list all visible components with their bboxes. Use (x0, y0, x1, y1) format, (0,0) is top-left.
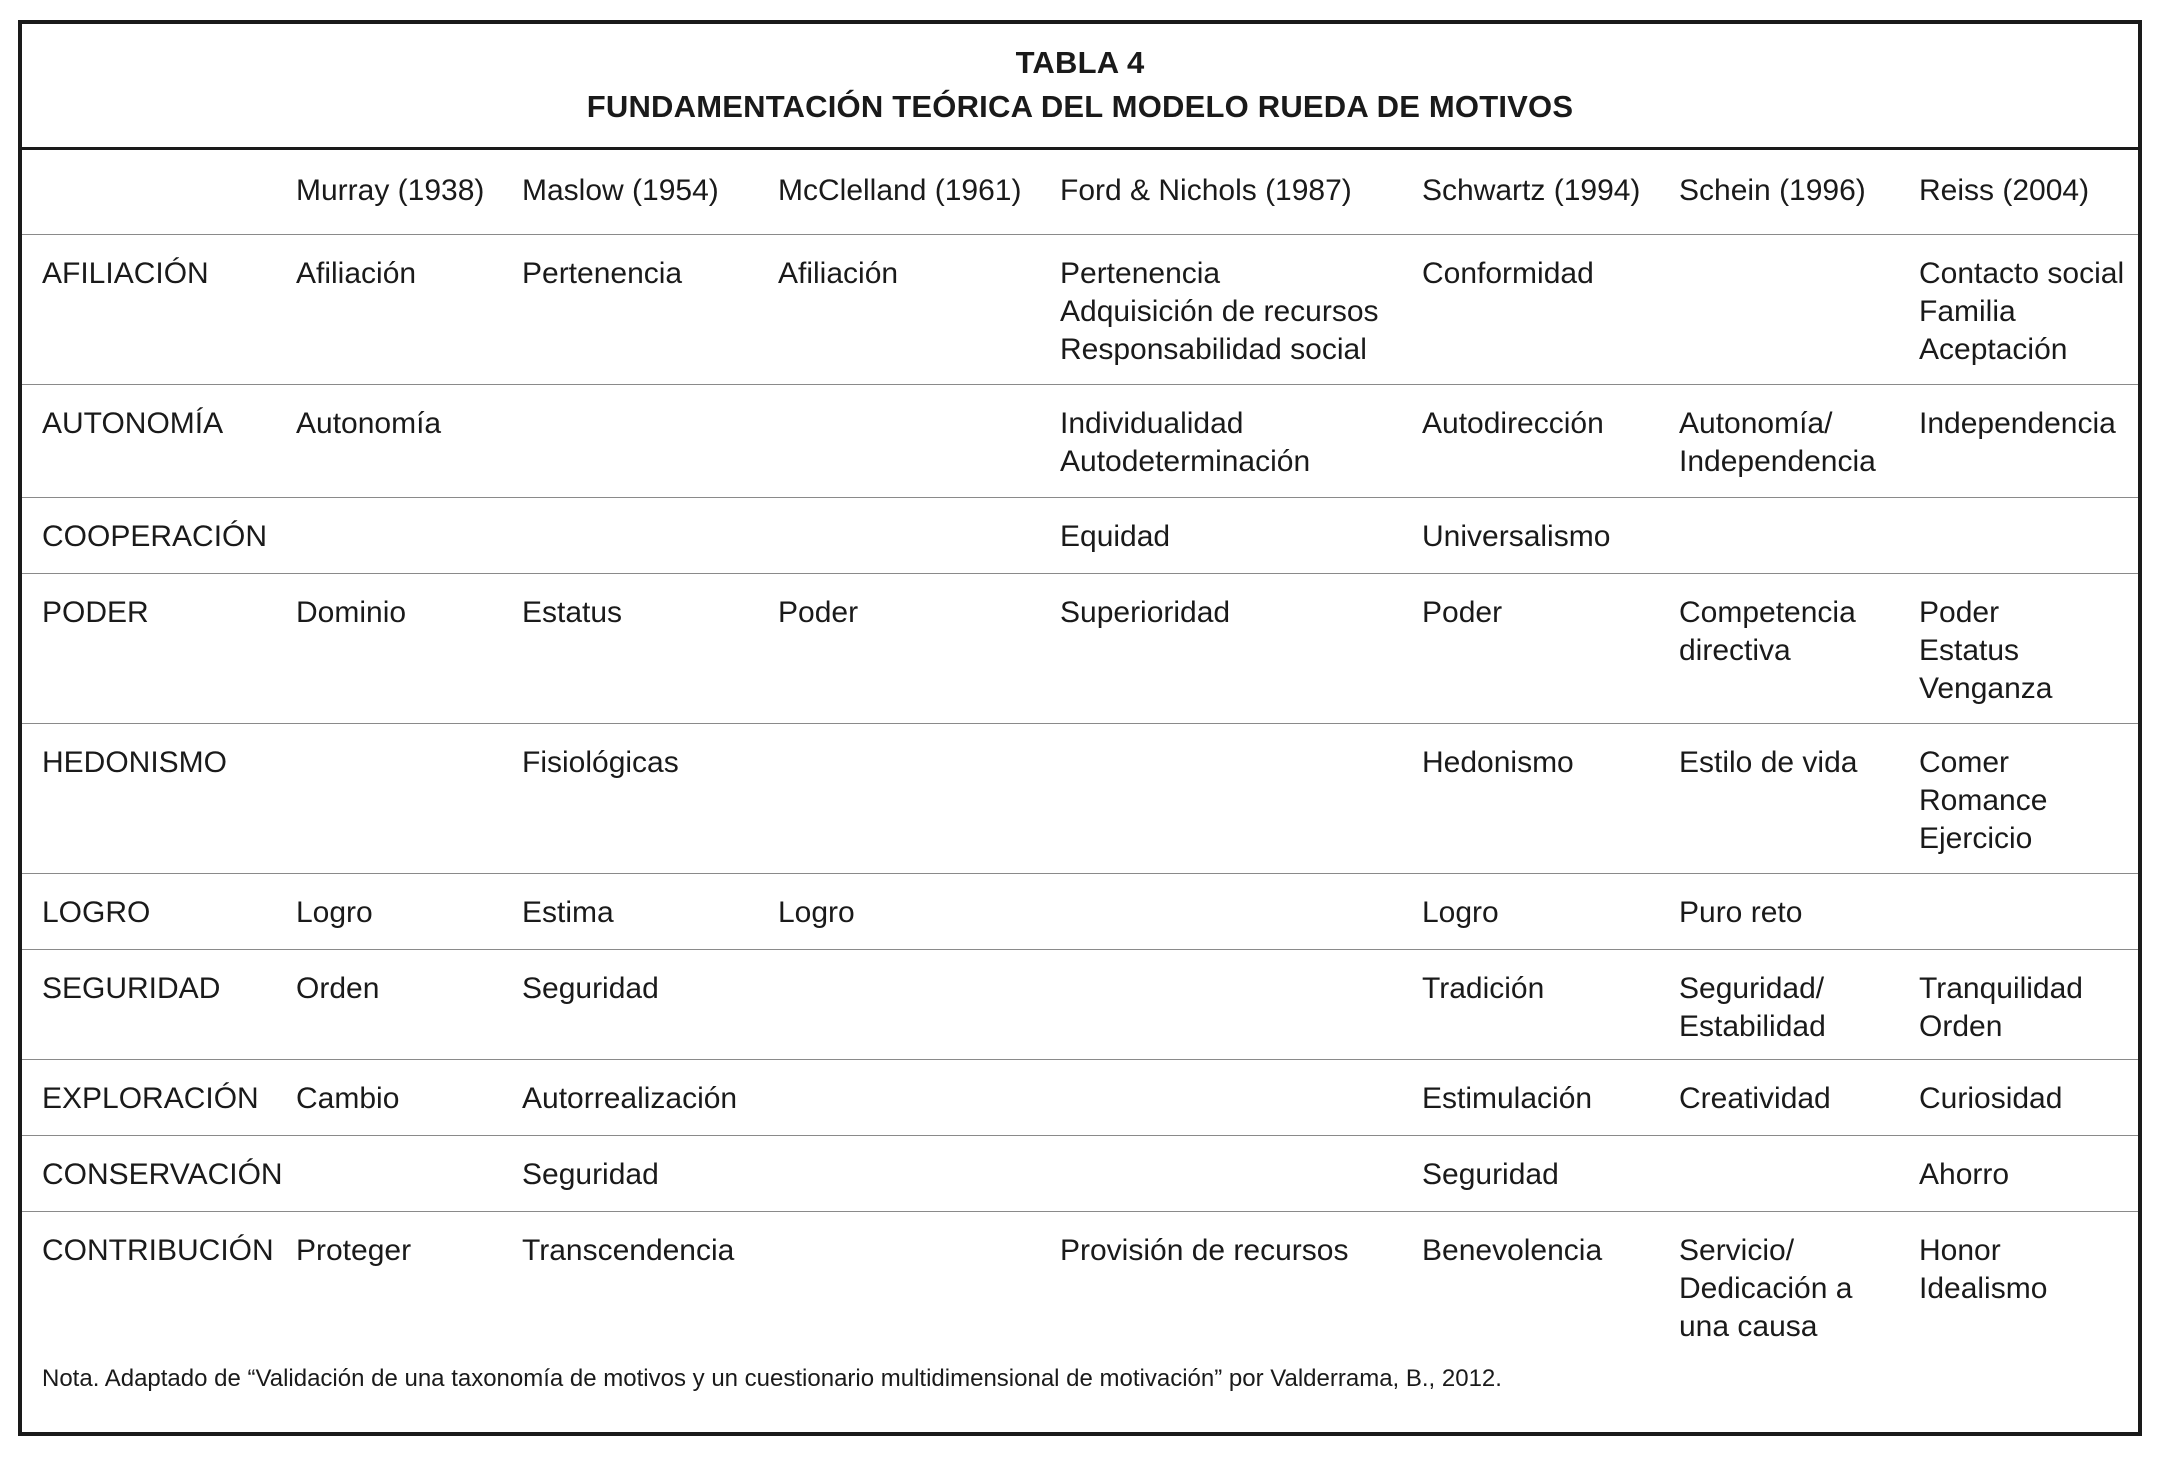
table-cell: Afiliación (778, 257, 899, 290)
table-cell: Superioridad (1060, 596, 1231, 629)
table-cell: Seguridad/ Estabilidad (1679, 972, 1826, 1043)
table-cell: Proteger (296, 1234, 412, 1267)
table-row (22, 385, 2138, 498)
table-cell: Individualidad Autodeterminación (1060, 407, 1311, 478)
table-number: TABLA 4 (1015, 45, 1145, 80)
table-cell: Hedonismo (1422, 746, 1574, 779)
table-cell: Poder Estatus Venganza (1919, 596, 2053, 705)
header-row (22, 150, 2138, 235)
table-row (22, 1060, 2138, 1136)
table-cell: Cambio (296, 1082, 400, 1115)
table-cell: Conformidad (1422, 257, 1594, 290)
table-cell: Tradición (1422, 972, 1545, 1005)
table-cell: Autodirección (1422, 407, 1604, 440)
table-cell: Competencia directiva (1679, 596, 1856, 667)
header-schwartz: Schwartz (1994) (1422, 174, 1641, 207)
header-mcclelland: McClelland (1961) (778, 174, 1022, 207)
table-cell: Creatividad (1679, 1082, 1831, 1115)
table-cell: Benevolencia (1422, 1234, 1603, 1267)
table-cell: Ahorro (1919, 1158, 2010, 1191)
table-heading: FUNDAMENTACIÓN TEÓRICA DEL MODELO RUEDA DE MOTIVOS (586, 89, 1574, 124)
table-cell: Curiosidad (1919, 1082, 2063, 1115)
header-ford-nichols: Ford & Nichols (1987) (1060, 174, 1352, 207)
table-cell: Poder (1422, 596, 1503, 629)
row-label: COOPERACIÓN (42, 520, 268, 553)
row-label: HEDONISMO (42, 746, 228, 779)
table-frame (18, 20, 2142, 1436)
table-cell: Estatus (522, 596, 623, 629)
table-cell: Pertenencia Adquisición de recursos Responsabilidad social (1060, 257, 1379, 366)
row-label: EXPLORACIÓN (42, 1082, 259, 1115)
header-schein: Schein (1996) (1679, 174, 1866, 207)
table-cell: Poder (778, 596, 859, 629)
row-label: LOGRO (42, 896, 151, 929)
table-cell: Autorrealización (522, 1082, 738, 1115)
table-cell: Estimulación (1422, 1082, 1593, 1115)
table-row (22, 724, 2138, 874)
table-row (22, 498, 2138, 574)
table-row (22, 1136, 2138, 1212)
table-cell: Logro (296, 896, 373, 929)
table-cell: Universalismo (1422, 520, 1611, 553)
table-cell: Autonomía (296, 407, 442, 440)
table-row (22, 950, 2138, 1060)
table-cell: Servicio/ Dedicación a una causa (1679, 1234, 1853, 1343)
table-row (22, 874, 2138, 950)
row-label: CONTRIBUCIÓN (42, 1234, 274, 1267)
table-cell: Logro (1422, 896, 1499, 929)
table-cell: Afiliación (296, 257, 417, 290)
table-cell: Seguridad (522, 972, 659, 1005)
row-label: PODER (42, 596, 149, 629)
row-label: SEGURIDAD (42, 972, 221, 1005)
header-murray: Murray (1938) (296, 174, 485, 207)
table-cell: Orden (296, 972, 380, 1005)
header-maslow: Maslow (1954) (522, 174, 719, 207)
table-cell: Autonomía/ Independencia (1679, 407, 1876, 478)
table-cell: Fisiológicas (522, 746, 679, 779)
table-cell: Independencia (1919, 407, 2116, 440)
table-cell: Dominio (296, 596, 407, 629)
table-cell: Logro (778, 896, 855, 929)
table-row (22, 1212, 2138, 1362)
header-reiss: Reiss (2004) (1919, 174, 2090, 207)
table-cell: Contacto social Familia Aceptación (1919, 257, 2125, 366)
row-label: CONSERVACIÓN (42, 1158, 283, 1191)
table-note: Nota. Adaptado de “Validación de una taxonomía de motivos y un cuestionario multidimensional de motivación” por Valderrama, B., 2012. (42, 1365, 1502, 1392)
row-label: AFILIACIÓN (42, 257, 209, 290)
table-cell: Provisión de recursos (1060, 1234, 1349, 1267)
table-cell: Pertenencia (522, 257, 683, 290)
table-row (22, 235, 2138, 385)
table-cell: Tranquilidad Orden (1919, 972, 2083, 1043)
table-cell: Transcendencia (522, 1234, 735, 1267)
table-cell: Honor Idealismo (1919, 1234, 2048, 1305)
table-cell: Estilo de vida (1679, 746, 1858, 779)
table-title (22, 24, 2138, 150)
table-row (22, 574, 2138, 724)
row-label: AUTONOMÍA (42, 407, 224, 440)
table-cell: Equidad (1060, 520, 1171, 553)
table-cell: Estima (522, 896, 614, 929)
table-cell: Comer Romance Ejercicio (1919, 746, 2048, 855)
table-cell: Seguridad (1422, 1158, 1559, 1191)
table-cell: Seguridad (522, 1158, 659, 1191)
table-cell: Puro reto (1679, 896, 1803, 929)
